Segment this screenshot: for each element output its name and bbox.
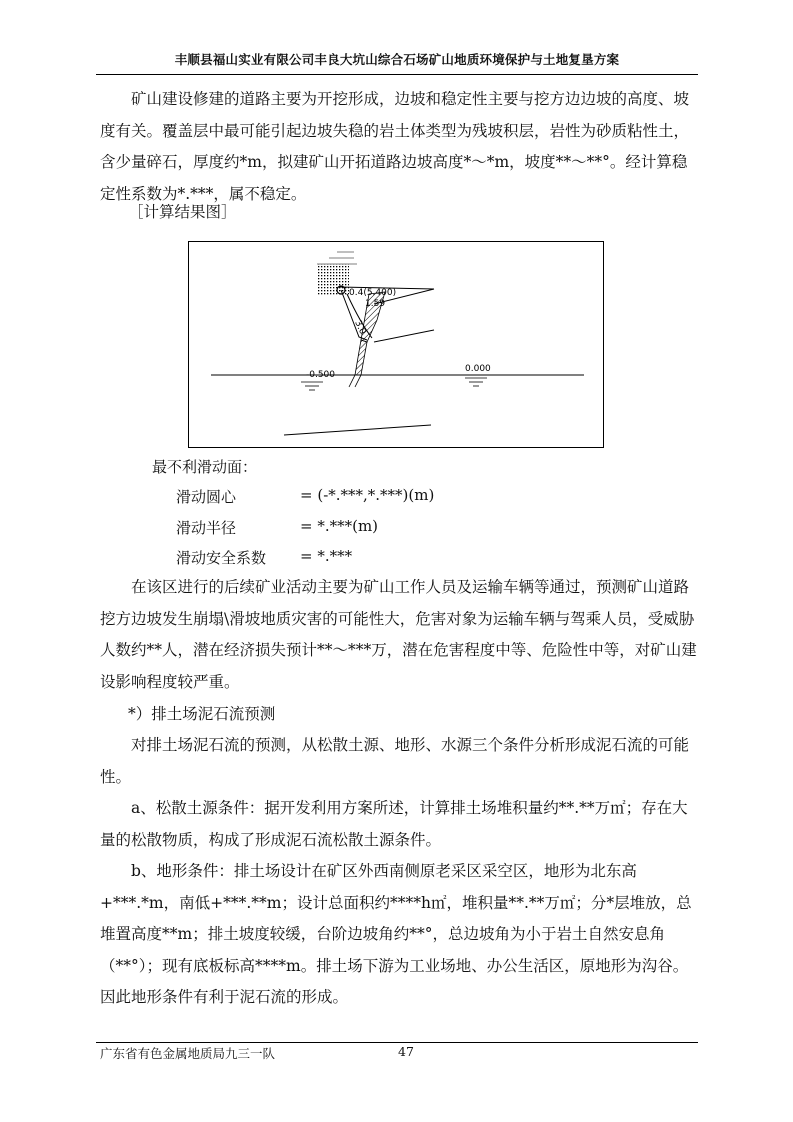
slope-stability-diagram xyxy=(189,242,605,449)
ground-right-label: 0.000 xyxy=(465,364,491,374)
result-value-safety: = *.*** xyxy=(300,547,353,565)
slope-wall xyxy=(355,340,367,375)
bottom-line xyxy=(284,425,431,435)
calc-result-figure xyxy=(188,241,604,448)
paragraph-hazard-prediction: 在该区进行的后续矿业活动主要为矿山工作人员及运输车辆等通过，预测矿山道路挖方边坡发生崩塌\滑坡地质灾害的可能性大，危害对象为运输车辆与驾乘人员，受威胁人数约**人，潜在经济损失预计**～***万，潜在危害程度中等、危险性中等，对矿山建设影响程度较严重。 xyxy=(100,578,697,691)
paragraph-road-slope: 矿山建设修建的道路主要为开挖形成，边坡和稳定性主要与挖方边边坡的高度、坡度有关。覆盖层中最可能引起边坡失稳的岩土体类型为残坡积层，岩性为砂质粘性土，含少量碎石，厚度约*m，拟建矿山开拓道路边坡高度*～*m，坡度**～**°。经计算稳定性系数为*.***，属不稳定。 xyxy=(100,90,690,203)
footer-org: 广东省有色金属地质局九三一队 xyxy=(100,1046,276,1061)
slope-label-a: 0.4(5.400) xyxy=(349,288,397,298)
paragraph-loose-source: a、松散土源条件：据开发利用方案所述，计算排土场堆积量约**.**万㎡；存在大量的松散物质，构成了形成泥石流松散土源条件。 xyxy=(100,799,688,849)
document-header: 丰顺县福山实业有限公司丰良大坑山综合石场矿山地质环境保护与土地复垦方案 xyxy=(174,52,620,67)
heading-debris-flow: *）排土场泥石流预测 xyxy=(128,705,276,723)
paragraph-terrain: b、地形条件：排土场设计在矿区外西南侧原老采区采空区，地形为北东高+***.*m，南低+***.**m；设计总面积约****h㎡，堆积量**.**万㎡；分*层堆放，总堆置高度**m；排土坡度较缓，台阶边坡角约**°，总边坡角为小于岩土自然安息角（**°）；现有底板标高****m。排土场下游为工业场地、办公生活区，原地形为沟谷。因此地形条件有利于泥石流的形成。 xyxy=(100,862,692,1006)
result-label-radius: 滑动半径 xyxy=(176,519,237,537)
calc-result-label: ［计算结果图］ xyxy=(128,203,237,221)
paragraph-debris-intro: 对排土场泥石流的预测，从松散土源、地形、水源三个条件分析形成泥石流的可能性。 xyxy=(100,736,690,786)
footer-rule xyxy=(96,1042,698,1043)
result-title: 最不利滑动面： xyxy=(152,458,258,476)
result-label-center: 滑动圆心 xyxy=(176,488,237,506)
header-rule xyxy=(96,74,698,75)
ground-left-label: -0.500 xyxy=(306,370,336,380)
slope-label-b: 1.59 xyxy=(365,299,386,309)
result-value-radius: = *.***(m) xyxy=(300,517,379,535)
slope-line-2 xyxy=(374,330,434,342)
result-label-safety: 滑动安全系数 xyxy=(176,549,267,567)
result-value-center: = (-*.***,*.***)(m) xyxy=(300,486,435,504)
page-number: 47 xyxy=(398,1044,414,1059)
slope-label-c: 3.0 xyxy=(352,319,368,337)
